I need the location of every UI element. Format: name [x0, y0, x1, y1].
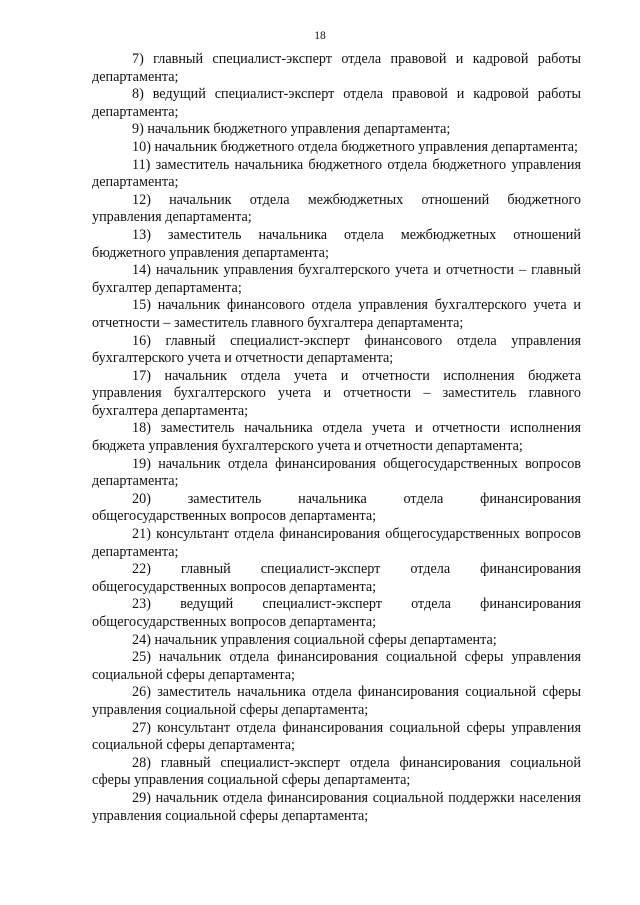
list-item: 26) заместитель начальника отдела финансирования социальной сферы управления социальной сферы департамента; — [92, 684, 581, 718]
list-item: 9) начальник бюджетного управления департамента; — [132, 121, 451, 138]
list-item: 25) начальник отдела финансирования социальной сферы управления социальной сферы департамента; — [92, 649, 581, 683]
list-item: 7) главный специалист-эксперт отдела правовой и кадровой работы департамента; — [92, 51, 581, 85]
list-item: 22) главный специалист-эксперт отдела финансирования общегосударственных вопросов департамента; — [92, 561, 581, 595]
list-item: 19) начальник отдела финансирования общегосударственных вопросов департамента; — [92, 455, 581, 490]
list-item: 12) начальник отдела межбюджетных отношений бюджетного управления департамента; — [92, 191, 581, 226]
list-item: 21) консультант отдела финансирования общегосударственных вопросов департамента; — [92, 526, 581, 560]
document-body — [92, 51, 581, 825]
list-item: 8) ведущий специалист-эксперт отдела правовой и кадровой работы департамента; — [92, 86, 581, 120]
list-item: 29) начальник отдела финансирования социальной поддержки населения управления социальной сферы департамента; — [92, 789, 581, 824]
list-item: 17) начальник отдела учета и отчетности исполнения бюджета управления бухгалтерского учета и отчетности – заместитель главного бухгалтера департамента; — [92, 367, 581, 419]
list-item: 16) главный специалист-эксперт финансового отдела управления бухгалтерского учета и отчетности департамента; — [92, 332, 581, 367]
list-item: 10) начальник бюджетного отдела бюджетного управления департамента; — [132, 138, 578, 155]
list-item: 28) главный специалист-эксперт отдела финансирования социальной сферы управления социальной сферы департамента; — [92, 754, 581, 789]
list-item: 23) ведущий специалист-эксперт отдела финансирования общегосударственных вопросов департамента; — [92, 596, 581, 630]
list-item: 13) заместитель начальника отдела межбюджетных отношений бюджетного управления департамента; — [92, 226, 581, 261]
list-item: 18) заместитель начальника отдела учета и отчетности исполнения бюджета управления бухгалтерского учета и отчетности департамента; — [92, 420, 581, 455]
list-item: 24) начальник управления социальной сферы департамента; — [132, 631, 497, 648]
page-number: 18 — [314, 30, 326, 42]
list-item: 20) заместитель начальника отдела финансирования общегосударственных вопросов департамента; — [92, 490, 581, 525]
list-item: 14) начальник управления бухгалтерского учета и отчетности – главный бухгалтер департамента; — [92, 262, 581, 296]
list-item: 11) заместитель начальника бюджетного отдела бюджетного управления департамента; — [92, 156, 581, 191]
list-item: 27) консультант отдела финансирования социальной сферы управления социальной сферы департамента; — [92, 719, 581, 754]
list-item: 15) начальник финансового отдела управления бухгалтерского учета и отчетности – заместитель главного бухгалтера департамента; — [92, 297, 581, 331]
